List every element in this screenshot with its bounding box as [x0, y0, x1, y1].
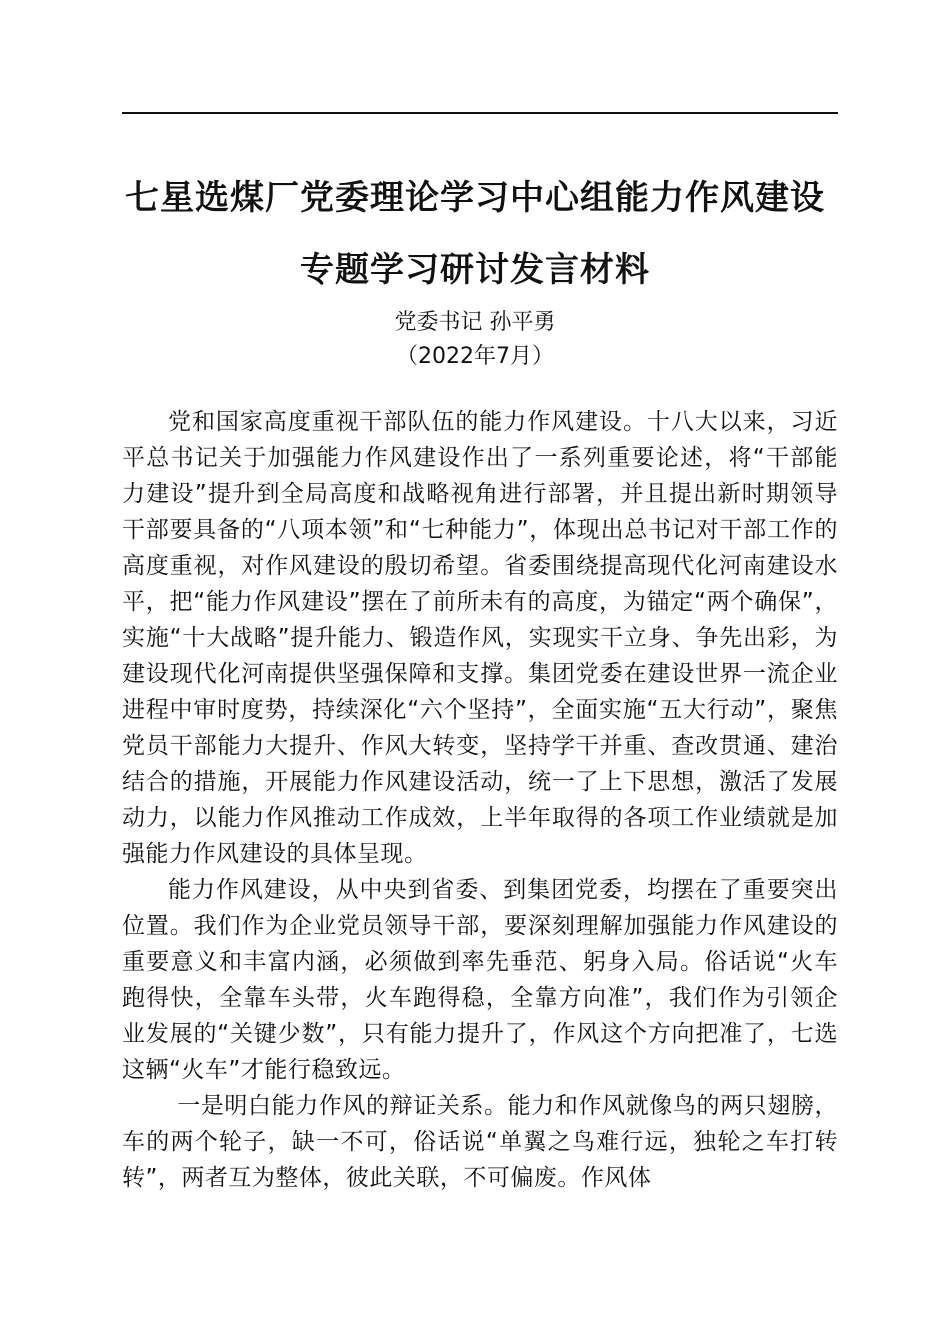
paragraph-1: 党和国家高度重视干部队伍的能力作风建设。十八大以来，习近平总书记关于加强能力作风建设作出了一系列重要论述，将“干部能力建设”提升到全局高度和战略视角进行部署，并且提出新时期领导干部要具备的“八项本领”和“七种能力”，体现出总书记对干部工作的高度重视，对作风建设的殷切希望。省委围绕提高现代化河南建设水平，把“能力作风建设”摆在了前所未有的高度，为锚定“两个确保”，实施“十大战略”提升能力、锻造作风，实现实干立身、争先出彩，为建设现代化河南提供坚强保障和支撑。集团党委在建设世界一流企业进程中审时度势，持续深化“六个坚持”，全面实施“五大行动”，聚焦党员干部能力大提升、作风大转变，坚持学干并重、查改贯通、建治结合的措施，开展能力作风建设活动，统一了上下思想，激活了发展动力，以能力作风推动工作成效，上半年取得的各项工作业绩就是加强能力作风建设的具体呈现。: [122, 409, 838, 867]
paragraph-3: 一是明白能力作风的辩证关系。能力和作风就像鸟的两只翅膀，车的两个轮子，缺一不可，俗话说“单翼之鸟难行远，独轮之车打转转”，两者互为整体，彼此关联，不可偏废。作风体: [122, 1093, 838, 1191]
document-title-line-2: 专题学习研讨发言材料: [300, 250, 650, 290]
date-line: （2022年7月）: [396, 344, 554, 369]
document-title-line-1: 七星选煤厂党委理论学习中心组能力作风建设: [125, 178, 825, 218]
header-rule: [122, 112, 838, 114]
paragraph-2: 能力作风建设，从中央到省委、到集团党委，均摆在了重要突出位置。我们作为企业党员领导干部，要深刻理解加强能力作风建设的重要意义和丰富内涵，必须做到率先垂范、躬身入局。俗话说“火车跑得快，全靠车头带，火车跑得稳，全靠方向准”，我们作为引领企业发展的“关键少数”，只有能力提升了，作风这个方向把准了，七选这辆“火车”才能行稳致远。: [122, 877, 838, 1083]
author-line: 党委书记 孙平勇: [394, 310, 556, 335]
document-body: [122, 404, 838, 1196]
